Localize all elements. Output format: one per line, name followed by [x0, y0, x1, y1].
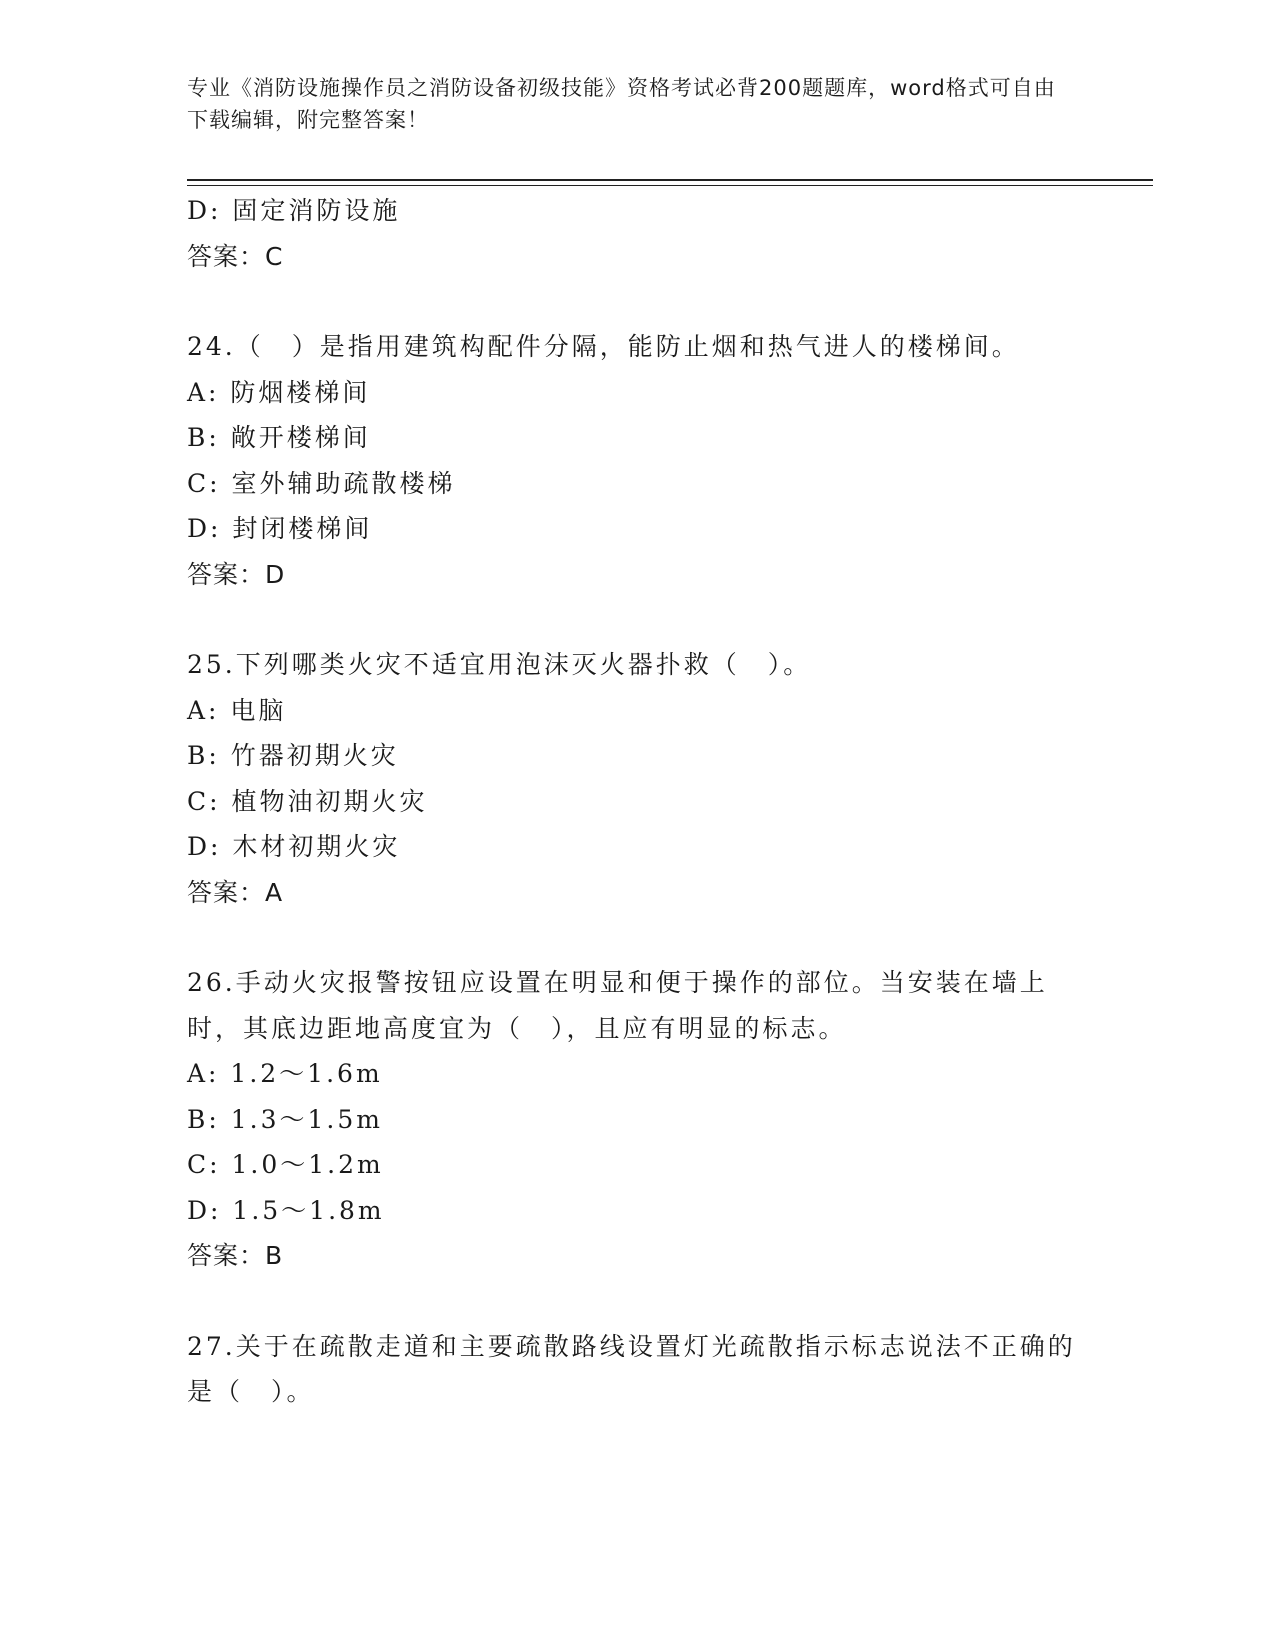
document-header: [187, 72, 1067, 136]
spacer: [187, 1279, 1087, 1324]
question-stem: 25.下列哪类火灾不适宜用泡沫灭火器扑救（ ）。: [187, 650, 812, 679]
question-24: [187, 324, 1087, 597]
option-c: C: 室外辅助疏散楼梯: [187, 468, 456, 498]
header-divider-thick: [187, 179, 1153, 181]
question-27: [187, 1324, 1087, 1415]
option-a: A: 防烟楼梯间: [187, 377, 371, 407]
option-b: B: 竹器初期火灾: [187, 741, 399, 770]
option-d: D: 木材初期火灾: [187, 832, 401, 861]
option-b: B: 敞开楼梯间: [187, 423, 371, 452]
header-text: 专业《消防设施操作员之消防设备初级技能》资格考试必背200题题库，word格式可自由下载编辑，附完整答案！: [187, 76, 1056, 132]
answer-line: 答案：A: [187, 877, 284, 907]
spacer: [187, 597, 1087, 642]
option-a: A: 1.2～1.6m: [187, 1059, 383, 1088]
question-stem: 24.（ ）是指用建筑构配件分隔，能防止烟和热气进人的楼梯间。: [187, 332, 1020, 361]
question-stem: 27.关于在疏散走道和主要疏散路线设置灯光疏散指示标志说法不正确的是（ ）。: [187, 1331, 1076, 1406]
question-25: [187, 642, 1087, 915]
answer-line: 答案：D: [187, 559, 286, 589]
question-26: [187, 960, 1087, 1279]
spacer: [187, 915, 1087, 960]
option-a: A: 电脑: [187, 695, 287, 725]
option-c: C: 植物油初期火灾: [187, 786, 428, 816]
question-content: [187, 188, 1087, 1415]
option-b: B: 1.3～1.5m: [187, 1104, 383, 1134]
option-d: D: 封闭楼梯间: [187, 514, 373, 543]
header-divider-thin: [187, 185, 1153, 186]
question-stem: 26.手动火灾报警按钮应设置在明显和便于操作的部位。当安装在墙上时，其底边距地高度宜为（ ），且应有明显的标志。: [187, 968, 1048, 1043]
spacer: [187, 279, 1087, 324]
option-d: D: 固定消防设施: [187, 196, 401, 225]
option-d: D: 1.5～1.8m: [187, 1195, 385, 1225]
option-c: C: 1.0～1.2m: [187, 1150, 384, 1179]
answer-line: 答案：C: [187, 241, 284, 271]
answer-line: 答案：B: [187, 1241, 284, 1270]
